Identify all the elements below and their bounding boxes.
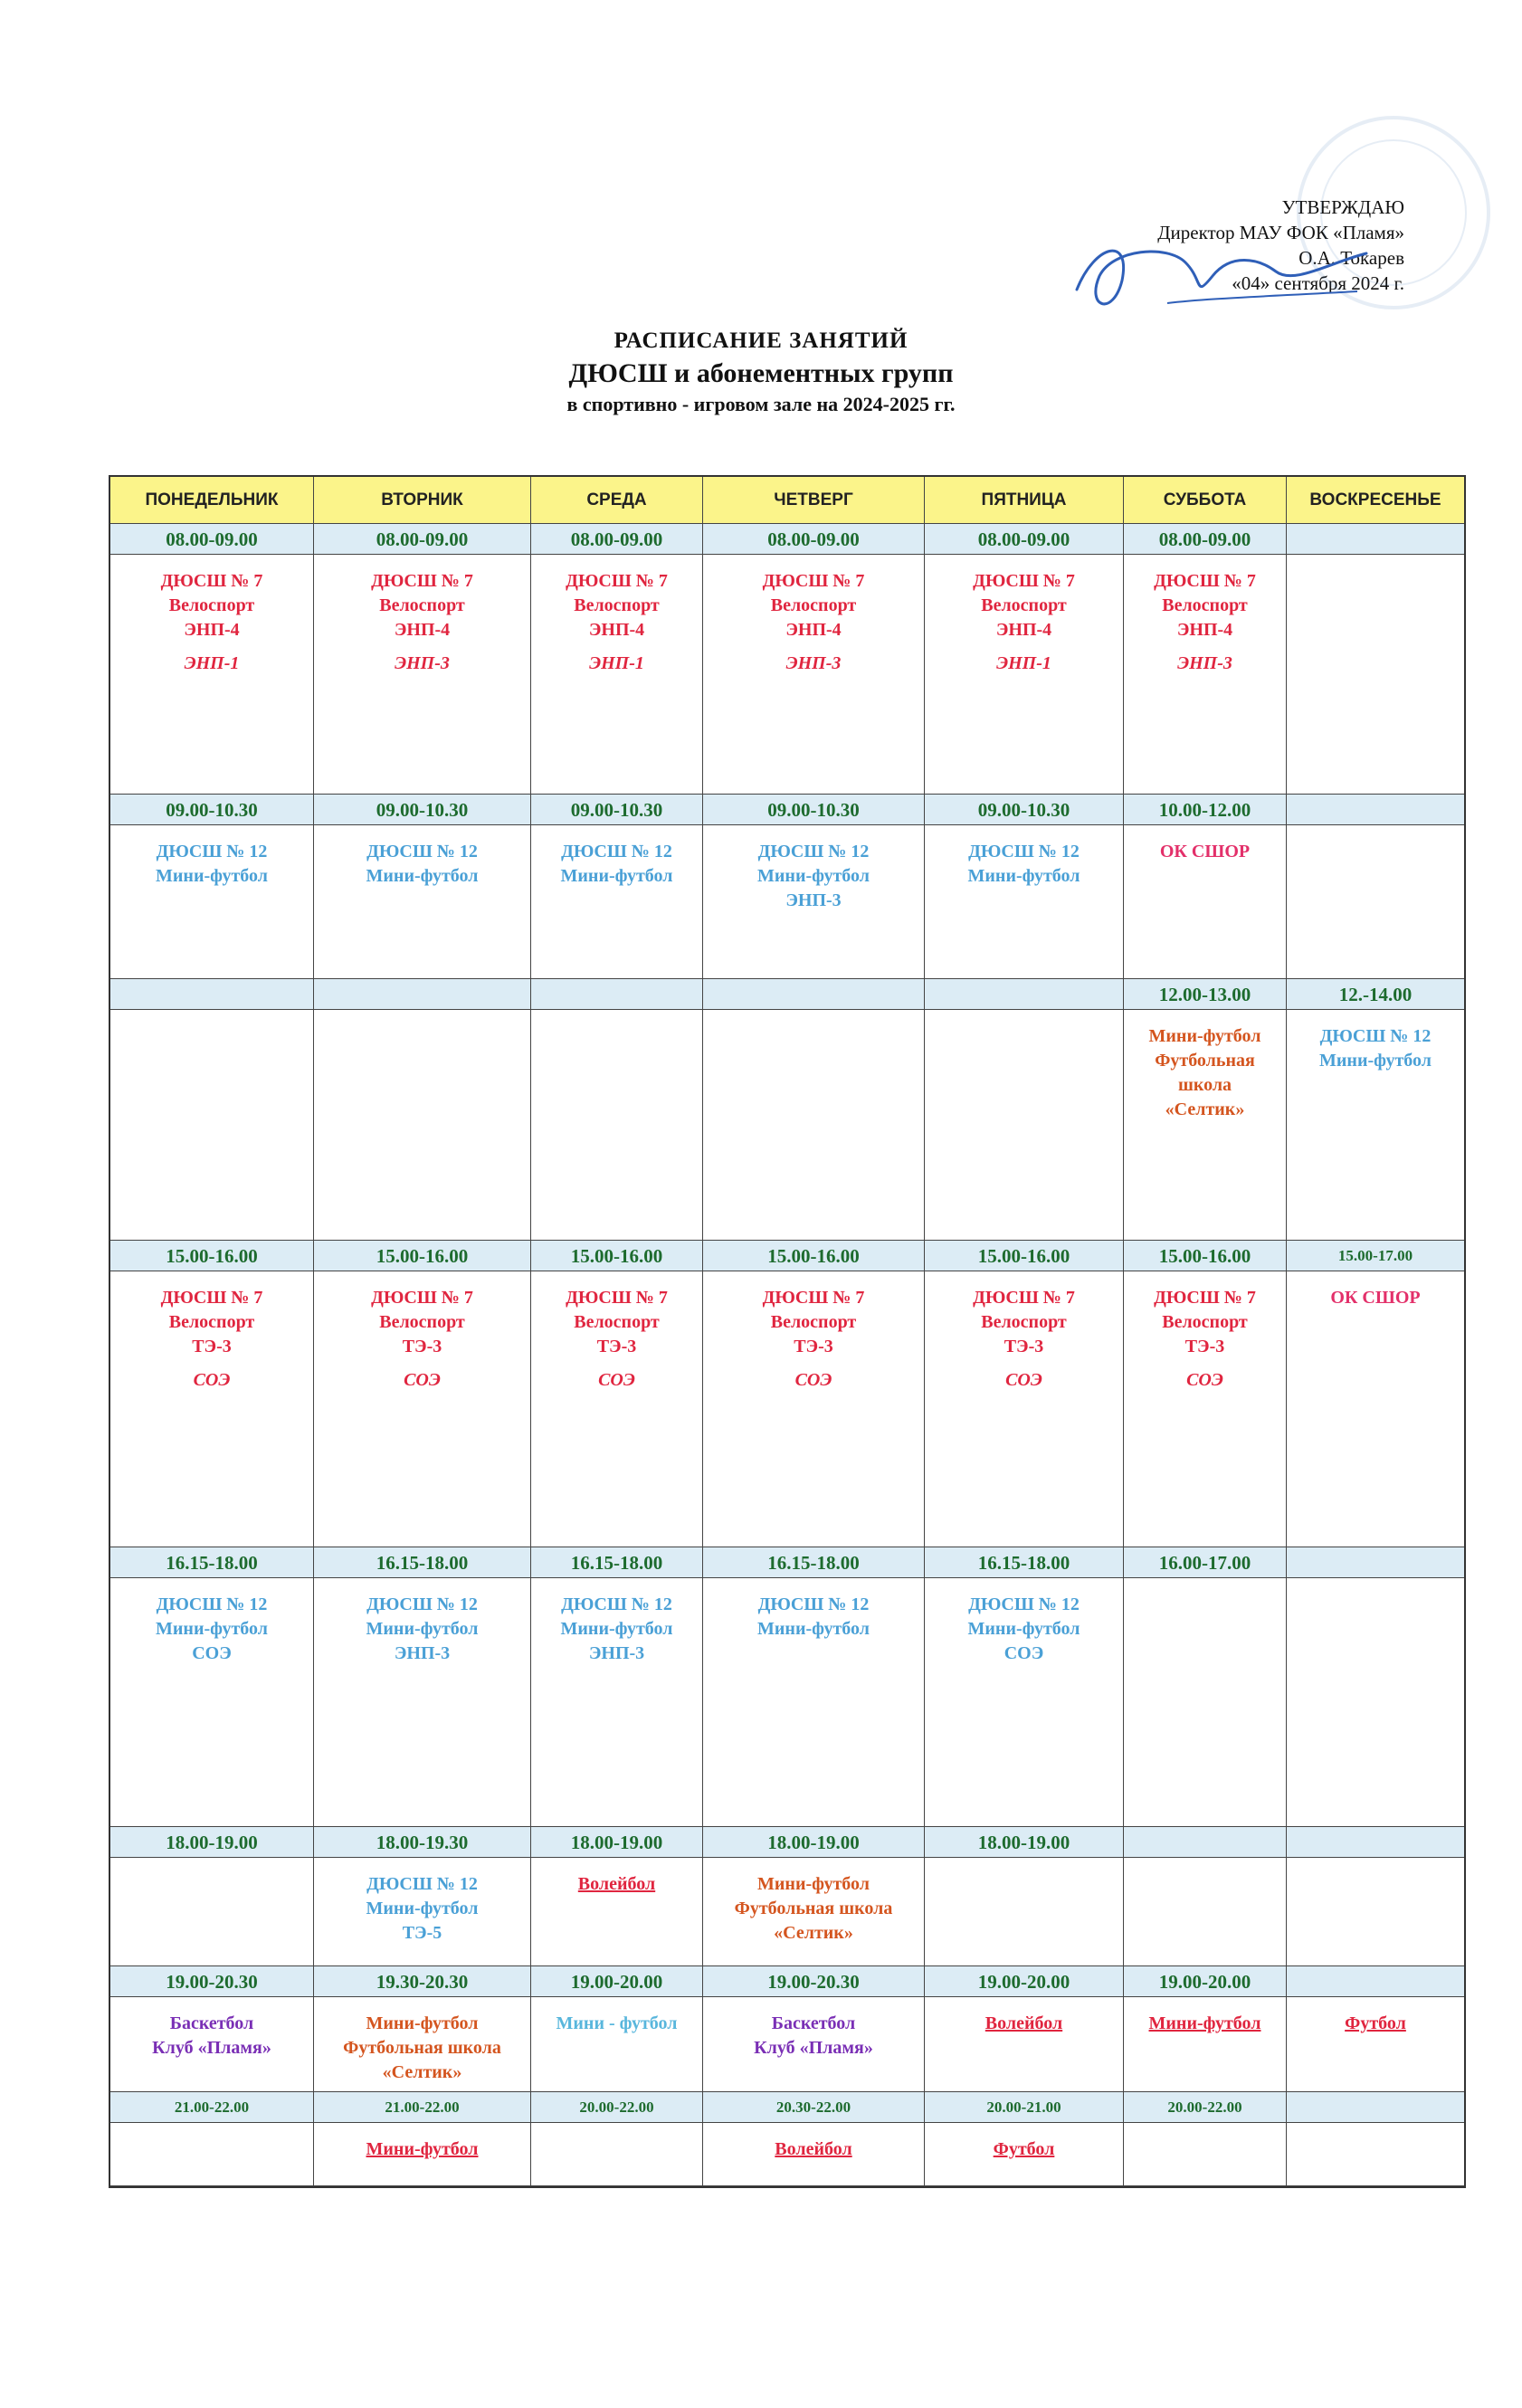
cell-line: Клуб «Пламя» — [754, 2038, 873, 2058]
time-slot: 16.00-17.00 — [1124, 1547, 1287, 1578]
cell-line: Велоспорт — [770, 595, 857, 615]
schedule-cell — [110, 825, 314, 979]
time-slot: 15.00-16.00 — [110, 1241, 314, 1271]
content-row — [110, 2123, 1464, 2186]
title-venue: в спортивно - игровом зале на 2024-2025 гг. — [566, 393, 956, 415]
cell-line: Мини-футбол — [366, 1899, 479, 1918]
cell-line: Клуб «Пламя» — [152, 2038, 271, 2058]
time-slot: 20.00-22.00 — [1124, 2092, 1287, 2123]
time-slot: 18.00-19.00 — [531, 1827, 703, 1858]
time-slot — [1287, 524, 1464, 555]
day-header: СРЕДА — [531, 477, 703, 524]
time-slot: 09.00-10.30 — [531, 795, 703, 825]
cell-line: ДЮСШ № 7 — [762, 1288, 865, 1308]
schedule-cell — [531, 1997, 703, 2092]
time-slot: 15.00-17.00 — [1287, 1241, 1464, 1271]
schedule-cell — [1124, 555, 1287, 795]
time-slot: 15.00-16.00 — [925, 1241, 1124, 1271]
spacer — [1124, 1359, 1286, 1368]
cell-line: ОК СШОР — [1159, 842, 1251, 861]
cell-line: ДЮСШ № 12 — [561, 842, 672, 861]
schedule-cell — [531, 2123, 703, 2186]
content-row — [110, 825, 1464, 979]
cell-line: Футбольная школа — [343, 2038, 501, 2058]
group-tag: СОЭ — [193, 1370, 231, 1390]
schedule-cell — [110, 1010, 314, 1241]
schedule-cell — [531, 1858, 703, 1966]
time-row — [110, 1547, 1464, 1578]
cell-line: Мини-футбол — [366, 2013, 479, 2033]
time-slot: 12.00-13.00 — [1124, 979, 1287, 1010]
schedule-cell — [531, 1578, 703, 1827]
cell-line: Мини-футбол — [757, 1619, 870, 1639]
time-slot: 16.15-18.00 — [314, 1547, 531, 1578]
schedule-cell — [110, 1271, 314, 1547]
title-schedule: РАСПИСАНИЕ ЗАНЯТИЙ — [614, 328, 908, 353]
cell-line: ДЮСШ № 7 — [762, 571, 865, 591]
schedule-cell — [1124, 1578, 1287, 1827]
cell-line: ЭНП-4 — [588, 620, 645, 640]
time-slot: 08.00-09.00 — [314, 524, 531, 555]
group-tag: ЭНП-3 — [1177, 653, 1232, 673]
cell-line: ДЮСШ № 12 — [366, 1874, 478, 1894]
schedule-cell — [531, 1271, 703, 1547]
cell-line: ДЮСШ № 7 — [371, 571, 473, 591]
spacer — [110, 642, 313, 652]
time-slot: 19.00-20.00 — [925, 1966, 1124, 1997]
cell-line: ДЮСШ № 7 — [1154, 1288, 1256, 1308]
cell-line: ДЮСШ № 12 — [757, 842, 870, 861]
time-slot: 21.00-22.00 — [110, 2092, 314, 2123]
schedule-cell — [314, 555, 531, 795]
time-slot: 20.00-21.00 — [925, 2092, 1124, 2123]
cell-line: ДЮСШ № 7 — [973, 1288, 1075, 1308]
cell-line: Мини-футбол — [967, 1619, 1080, 1639]
schedule-cell — [925, 1271, 1124, 1547]
day-header: ПОНЕДЕЛЬНИК — [110, 477, 314, 524]
schedule-cell — [1287, 1997, 1464, 2092]
time-slot — [925, 979, 1124, 1010]
spacer — [703, 1359, 924, 1368]
schedule-cell — [531, 825, 703, 979]
cell-line: ДЮСШ № 12 — [968, 842, 1080, 861]
cell-line: СОЭ — [1004, 1643, 1044, 1663]
group-tag: СОЭ — [598, 1370, 635, 1390]
spacer — [531, 1359, 702, 1368]
time-slot: 09.00-10.30 — [314, 795, 531, 825]
cell-line: ДЮСШ № 12 — [561, 1594, 672, 1614]
cell-line: ЭНП-3 — [394, 1643, 451, 1663]
cell-line: Мини-футбол — [560, 866, 673, 886]
schedule-cell — [1287, 1010, 1464, 1241]
spacer — [110, 1359, 313, 1368]
time-row — [110, 1241, 1464, 1271]
cell-line: Волейбол — [985, 2013, 1063, 2033]
schedule-cell — [925, 1858, 1124, 1966]
time-slot: 15.00-16.00 — [703, 1241, 925, 1271]
cell-line: Мини-футбол — [366, 2139, 479, 2159]
cell-line: Волейбол — [577, 1874, 656, 1894]
cell-line: Мини-футбол — [560, 1619, 673, 1639]
time-slot: 19.00-20.30 — [110, 1966, 314, 1997]
group-tag: СОЭ — [794, 1370, 832, 1390]
cell-line: ДЮСШ № 7 — [566, 571, 668, 591]
time-slot: 09.00-10.30 — [703, 795, 925, 825]
schedule-cell — [925, 1578, 1124, 1827]
content-row — [110, 1271, 1464, 1547]
schedule-cell — [703, 1858, 925, 1966]
spacer — [925, 1359, 1123, 1368]
cell-line: СОЭ — [192, 1643, 232, 1663]
cell-line: Футбольная школа — [734, 1899, 893, 1918]
cell-line: ДЮСШ № 12 — [757, 1594, 870, 1614]
cell-line: Велоспорт — [379, 595, 465, 615]
schedule-cell — [110, 1997, 314, 2092]
spacer — [314, 642, 530, 652]
cell-line: ЭНП-4 — [394, 620, 451, 640]
cell-line: ДЮСШ № 12 — [366, 1594, 478, 1614]
group-tag: СОЭ — [1005, 1370, 1042, 1390]
cell-line: ТЭ-3 — [192, 1337, 232, 1356]
schedule-cell — [531, 1010, 703, 1241]
schedule-cell — [703, 2123, 925, 2186]
time-slot: 15.00-16.00 — [314, 1241, 531, 1271]
cell-line: Баскетбол — [771, 2013, 856, 2033]
content-row — [110, 1997, 1464, 2092]
schedule-cell — [314, 1271, 531, 1547]
schedule-cell — [1124, 1271, 1287, 1547]
spacer — [1124, 642, 1286, 652]
cell-line: ЭНП-3 — [588, 1643, 645, 1663]
time-slot — [703, 979, 925, 1010]
schedule-cell — [1287, 825, 1464, 979]
schedule-cell — [925, 1010, 1124, 1241]
title-school: ДЮСШ и абонементных групп — [568, 358, 954, 388]
cell-line: Мини-футбол — [757, 866, 870, 886]
time-slot — [1287, 1966, 1464, 1997]
schedule-cell — [925, 1997, 1124, 2092]
schedule-cell — [314, 1858, 531, 1966]
time-slot: 18.00-19.30 — [314, 1827, 531, 1858]
schedule-cell — [1124, 825, 1287, 979]
content-row — [110, 555, 1464, 795]
group-tag: СОЭ — [1186, 1370, 1223, 1390]
approval-name: О.А. Токарев — [1298, 247, 1404, 269]
schedule-cell — [1287, 2123, 1464, 2186]
time-slot: 19.00-20.00 — [531, 1966, 703, 1997]
time-slot: 08.00-09.00 — [703, 524, 925, 555]
cell-line: ЭНП-4 — [785, 620, 842, 640]
cell-line: Мини-футбол — [757, 1874, 870, 1894]
cell-line: ДЮСШ № 12 — [156, 1594, 268, 1614]
day-header: СУББОТА — [1124, 477, 1287, 524]
schedule-cell — [314, 1010, 531, 1241]
cell-line: Велоспорт — [981, 1312, 1067, 1332]
schedule-cell — [531, 555, 703, 795]
time-slot: 16.15-18.00 — [531, 1547, 703, 1578]
cell-line: ДЮСШ № 12 — [1319, 1026, 1432, 1046]
schedule-cell — [314, 2123, 531, 2186]
signature-image — [1059, 226, 1384, 326]
cell-line: Велоспорт — [574, 595, 660, 615]
cell-line: школа — [1177, 1075, 1232, 1095]
time-slot: 10.00-12.00 — [1124, 795, 1287, 825]
spacer — [925, 642, 1123, 652]
schedule-cell — [925, 2123, 1124, 2186]
time-slot — [1287, 1827, 1464, 1858]
group-tag: ЭНП-3 — [785, 653, 842, 673]
time-slot: 15.00-16.00 — [531, 1241, 703, 1271]
time-row — [110, 1827, 1464, 1858]
cell-line: Мини-футбол — [156, 866, 268, 886]
time-slot: 19.00-20.30 — [703, 1966, 925, 1997]
content-row — [110, 1858, 1464, 1966]
schedule-table — [109, 475, 1466, 2188]
schedule-cell — [1287, 1578, 1464, 1827]
spacer — [531, 642, 702, 652]
time-row — [110, 524, 1464, 555]
day-header: ПЯТНИЦА — [925, 477, 1124, 524]
group-tag: ЭНП-1 — [589, 653, 644, 673]
time-slot: 20.00-22.00 — [531, 2092, 703, 2123]
cell-line: ТЭ-3 — [794, 1337, 833, 1356]
content-row — [110, 1010, 1464, 1241]
cell-line: ДЮСШ № 7 — [1154, 571, 1256, 591]
time-slot: 16.15-18.00 — [925, 1547, 1124, 1578]
day-header-row — [110, 477, 1464, 524]
cell-line: ДЮСШ № 7 — [160, 1288, 263, 1308]
cell-line: ЭНП-4 — [184, 620, 240, 640]
approval-date: «04» сентября 2024 г. — [1232, 272, 1404, 294]
cell-line: ЭНП-4 — [995, 620, 1052, 640]
cell-line: ДЮСШ № 7 — [973, 571, 1075, 591]
schedule-cell — [703, 1578, 925, 1827]
cell-line: ТЭ-3 — [402, 1337, 442, 1356]
time-slot: 16.15-18.00 — [703, 1547, 925, 1578]
group-tag: ЭНП-1 — [996, 653, 1051, 673]
schedule-cell — [1287, 1271, 1464, 1547]
schedule-cell — [703, 555, 925, 795]
time-slot: 21.00-22.00 — [314, 2092, 531, 2123]
group-tag: ЭНП-3 — [395, 653, 450, 673]
cell-line: ДЮСШ № 12 — [366, 842, 478, 861]
time-slot — [1287, 1547, 1464, 1578]
time-slot — [314, 979, 531, 1010]
time-slot: 18.00-19.00 — [925, 1827, 1124, 1858]
time-slot: 16.15-18.00 — [110, 1547, 314, 1578]
cell-line: Футбольная — [1155, 1051, 1255, 1071]
cell-line: ОК СШОР — [1330, 1288, 1421, 1308]
cell-line: Мини-футбол — [1148, 1026, 1261, 1046]
cell-line: ТЭ-3 — [1184, 1337, 1225, 1356]
time-row — [110, 979, 1464, 1010]
schedule-cell — [1124, 1858, 1287, 1966]
time-slot: 19.00-20.00 — [1124, 1966, 1287, 1997]
time-slot: 09.00-10.30 — [925, 795, 1124, 825]
day-header: ЧЕТВЕРГ — [703, 477, 925, 524]
schedule-cell — [703, 1010, 925, 1241]
schedule-cell — [1124, 1010, 1287, 1241]
time-slot: 12.-14.00 — [1287, 979, 1464, 1010]
time-slot: 08.00-09.00 — [1124, 524, 1287, 555]
cell-line: Велоспорт — [168, 1312, 255, 1332]
schedule-cell — [110, 555, 314, 795]
schedule-cell — [703, 825, 925, 979]
schedule-cell — [110, 2123, 314, 2186]
cell-line: Мини-футбол — [366, 1619, 479, 1639]
time-slot: 08.00-09.00 — [925, 524, 1124, 555]
schedule-cell — [1287, 1858, 1464, 1966]
time-row — [110, 795, 1464, 825]
cell-line: ЭНП-3 — [785, 890, 842, 910]
cell-line: Мини-футбол — [967, 866, 1080, 886]
time-slot: 15.00-16.00 — [1124, 1241, 1287, 1271]
cell-line: Мини-футбол — [1148, 2013, 1261, 2033]
cell-line: Велоспорт — [379, 1312, 465, 1332]
cell-line: Велоспорт — [574, 1312, 660, 1332]
cell-line: «Селтик» — [382, 2062, 462, 2082]
spacer — [314, 1359, 530, 1368]
schedule-cell — [314, 1578, 531, 1827]
document-titles — [0, 326, 1522, 418]
cell-line: ДЮСШ № 7 — [371, 1288, 473, 1308]
schedule-cell — [110, 1858, 314, 1966]
time-slot: 09.00-10.30 — [110, 795, 314, 825]
approval-position: Директор МАУ ФОК «Пламя» — [1157, 222, 1404, 243]
cell-line: ДЮСШ № 7 — [160, 571, 263, 591]
cell-line: Волейбол — [775, 2139, 852, 2159]
cell-line: Велоспорт — [168, 595, 255, 615]
time-slot — [531, 979, 703, 1010]
time-slot — [110, 979, 314, 1010]
cell-line: ТЭ-3 — [1004, 1337, 1044, 1356]
approval-title: УТВЕРЖДАЮ — [1281, 196, 1404, 218]
cell-line: ТЭ-5 — [402, 1923, 442, 1943]
schedule-cell — [925, 555, 1124, 795]
time-row — [110, 2092, 1464, 2123]
schedule-cell — [703, 1271, 925, 1547]
cell-line: Велоспорт — [1162, 595, 1248, 615]
schedule-cell — [314, 1997, 531, 2092]
group-tag: ЭНП-1 — [184, 653, 240, 673]
time-slot — [1287, 795, 1464, 825]
day-header: ВТОРНИК — [314, 477, 531, 524]
schedule-cell — [1287, 555, 1464, 795]
cell-line: «Селтик» — [774, 1923, 853, 1943]
cell-line: Мини-футбол — [156, 1619, 268, 1639]
time-slot: 08.00-09.00 — [531, 524, 703, 555]
cell-line: «Селтик» — [1165, 1099, 1245, 1119]
cell-line: Мини - футбол — [556, 2013, 678, 2033]
time-slot: 18.00-19.00 — [703, 1827, 925, 1858]
spacer — [703, 642, 924, 652]
schedule-cell — [1124, 2123, 1287, 2186]
cell-line: Мини-футбол — [1319, 1051, 1432, 1071]
schedule-cell — [314, 825, 531, 979]
cell-line: Велоспорт — [770, 1312, 857, 1332]
cell-line: Баскетбол — [169, 2013, 254, 2033]
cell-line: ДЮСШ № 12 — [156, 842, 268, 861]
time-slot — [1287, 2092, 1464, 2123]
time-slot — [1124, 1827, 1287, 1858]
cell-line: ДЮСШ № 12 — [968, 1594, 1080, 1614]
time-slot: 08.00-09.00 — [110, 524, 314, 555]
cell-line: Мини-футбол — [366, 866, 479, 886]
time-slot: 20.30-22.00 — [703, 2092, 925, 2123]
cell-line: ДЮСШ № 7 — [566, 1288, 668, 1308]
cell-line: Велоспорт — [1162, 1312, 1248, 1332]
time-slot: 19.30-20.30 — [314, 1966, 531, 1997]
day-header: ВОСКРЕСЕНЬЕ — [1287, 477, 1464, 524]
schedule-cell — [1124, 1997, 1287, 2092]
cell-line: ЭНП-4 — [1176, 620, 1233, 640]
time-row — [110, 1966, 1464, 1997]
schedule-cell — [925, 825, 1124, 979]
content-row — [110, 1578, 1464, 1827]
time-slot: 18.00-19.00 — [110, 1827, 314, 1858]
schedule-cell — [703, 1997, 925, 2092]
schedule-cell — [110, 1578, 314, 1827]
group-tag: СОЭ — [404, 1370, 441, 1390]
cell-line: ТЭ-3 — [596, 1337, 637, 1356]
cell-line: Футбол — [1345, 2013, 1406, 2033]
cell-line: Велоспорт — [981, 595, 1067, 615]
cell-line: Футбол — [993, 2139, 1055, 2159]
